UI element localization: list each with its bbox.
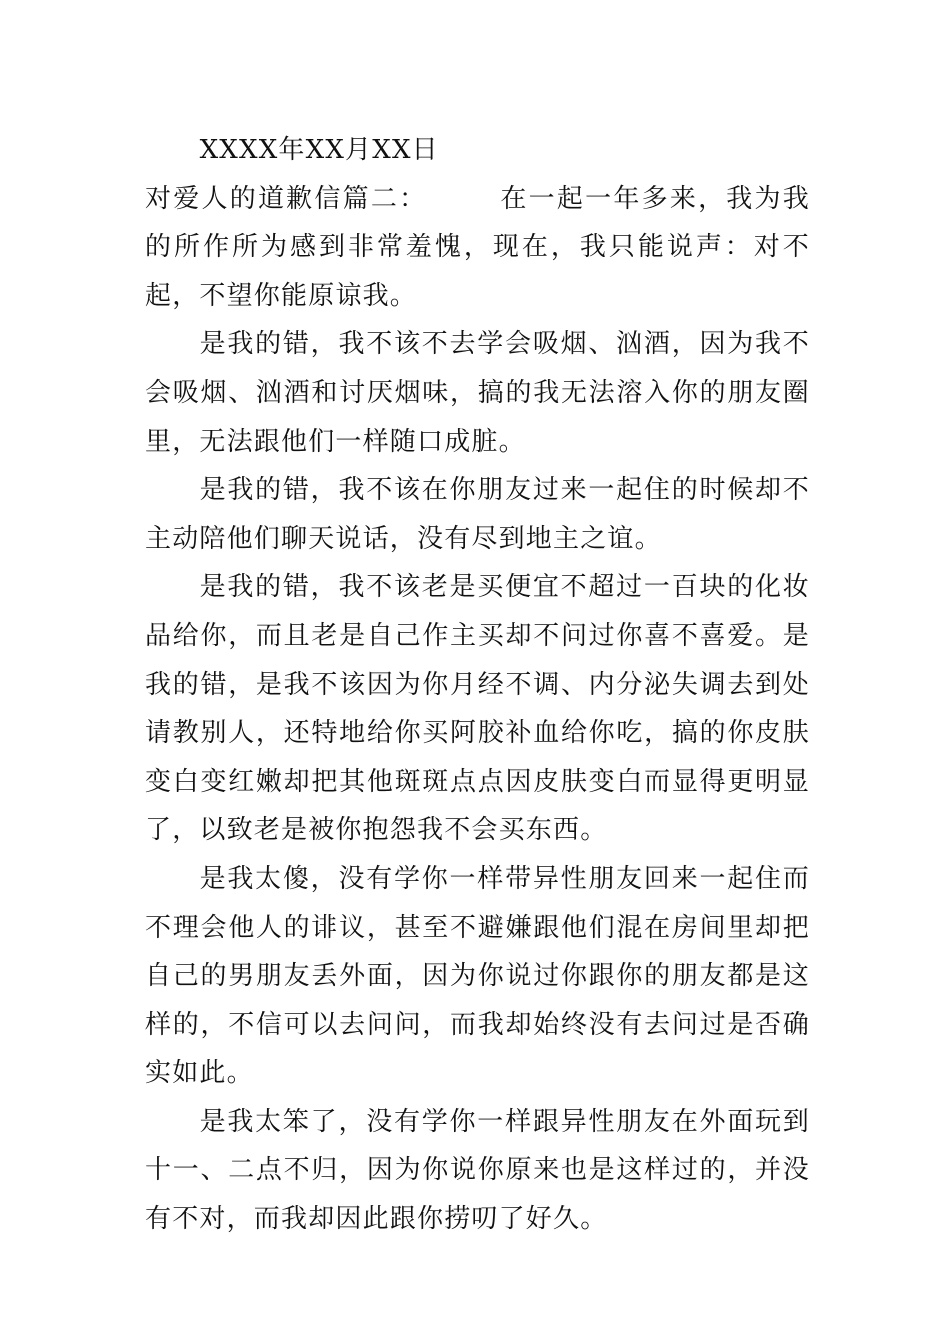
paragraph-2: 是我的错，我不该不去学会吸烟、汹酒，因为我不会吸烟、汹酒和讨厌烟味，搞的我无法溶入你的朋友圈里，无法跟他们一样随口成脏。	[145, 329, 810, 457]
letter-body	[145, 126, 810, 1244]
section-heading: 对爱人的道歉信篇二：	[145, 183, 428, 214]
section-intro-paragraph	[145, 175, 810, 321]
paragraph-3: 是我的错，我不该在你朋友过来一起住的时候却不主动陪他们聊天说话，没有尽到地主之谊。	[145, 475, 810, 554]
paragraph-5: 是我太傻，没有学你一样带异性朋友回来一起住而不理会他人的诽议，甚至不避嫌跟他们混在房间里却把自己的男朋友丢外面，因为你说过你跟你的朋友都是这样的，不信可以去问问，而我却始终没有去问过是否确实如此。	[145, 863, 810, 1089]
paragraph-6: 是我太笨了，没有学你一样跟异性朋友在外面玩到十一、二点不归，因为你说你原来也是这样过的，并没有不对，而我却因此跟你捞叨了好久。	[145, 1106, 810, 1235]
paragraph-1: 在一起一年多来，我为我的所作所为感到非常羞愧，现在，我只能说声：对不起，不望你能原谅我。	[145, 183, 810, 311]
paragraph-4: 是我的错，我不该老是买便宜不超过一百块的化妆品给你，而且老是自己作主买却不问过你喜不喜爱。是我的错，是我不该因为你月经不调、内分泌失调去到处请教别人，还特地给你买阿胶补血给你吃，搞的你皮肤变白变红嫩却把其他斑斑点点因皮肤变白而显得更明显了，以致老是被你抱怨我不会买东西。	[145, 572, 810, 846]
letter-date: XXXX年XX月XX日	[199, 135, 439, 165]
